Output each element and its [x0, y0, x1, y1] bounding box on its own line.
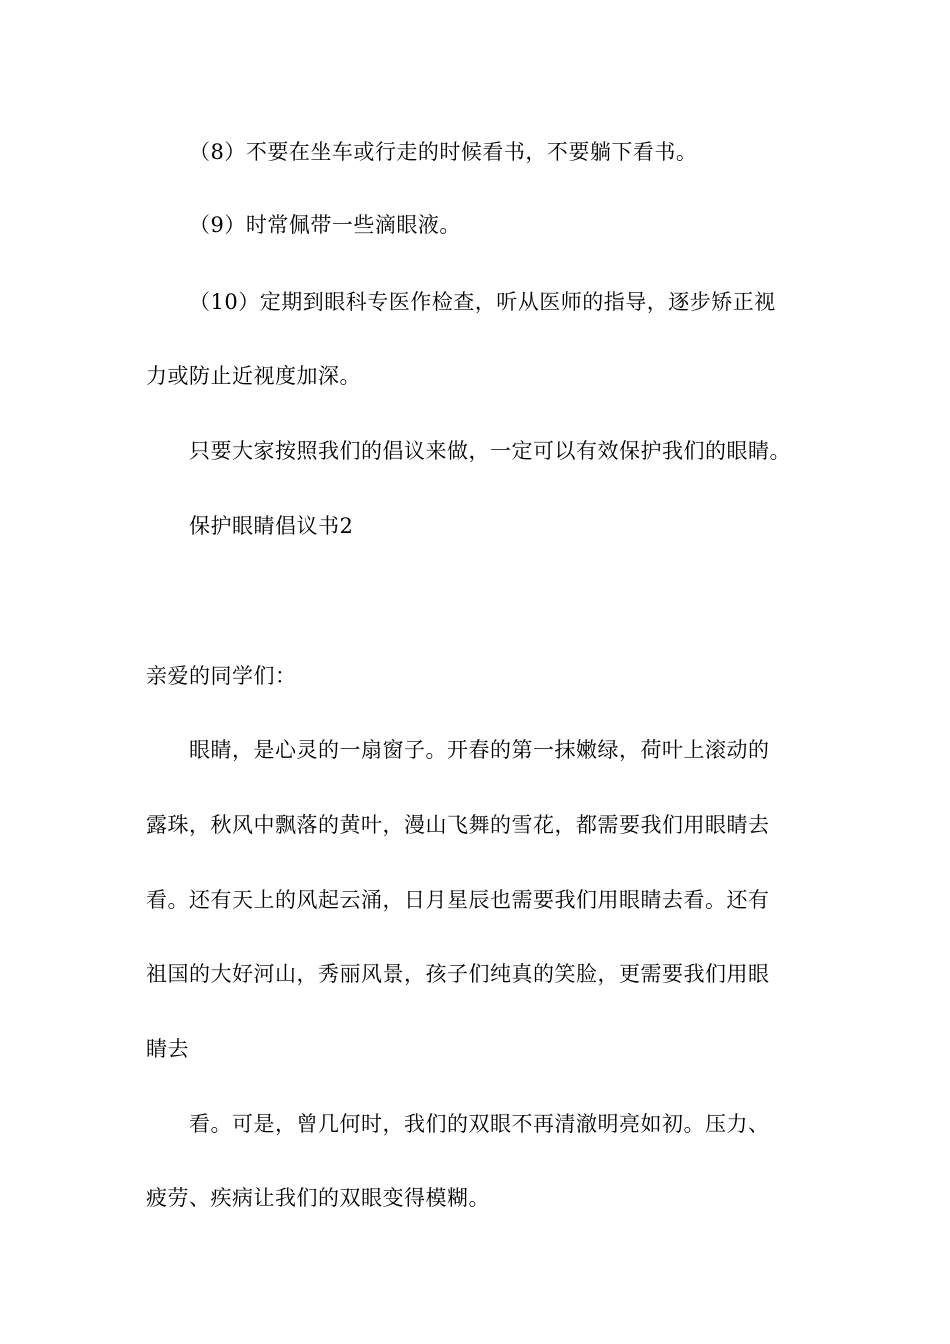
paragraph-line: 露珠，秋风中飘落的黄叶，漫山飞舞的雪花，都需要我们用眼睛去	[146, 813, 770, 837]
paragraph-line-conclusion: 只要大家按照我们的倡议来做，一定可以有效保护我们的眼睛。	[189, 439, 791, 463]
paragraph-line-item-8: （8）不要在坐车或行走的时候看书，不要躺下看书。	[189, 140, 698, 164]
paragraph-line-item-10: （10）定期到眼科专医作检查，听从医师的指导，逐步矫正视	[189, 290, 776, 314]
salutation: 亲爱的同学们：	[146, 664, 297, 688]
paragraph-line: 祖国的大好河山，秀丽风景，孩子们纯真的笑脸，更需要我们用眼	[146, 962, 770, 986]
paragraph-line: 疲劳、疾病让我们的双眼变得模糊。	[146, 1186, 490, 1210]
section-heading: 保护眼睛倡议书2	[189, 514, 354, 538]
paragraph-line: 睛去	[146, 1037, 189, 1061]
paragraph-line: 眼睛，是心灵的一扇窗子。开春的第一抹嫩绿，荷叶上滚动的	[189, 738, 770, 762]
paragraph-line-item-10-cont: 力或防止近视度加深。	[146, 364, 361, 388]
paragraph-line-item-9: （9）时常佩带一些滴眼液。	[189, 213, 461, 237]
paragraph-line: 看。还有天上的风起云涌，日月星辰也需要我们用眼睛去看。还有	[146, 888, 770, 912]
paragraph-line: 看。可是，曾几何时，我们的双眼不再清澈明亮如初。压力、	[189, 1112, 770, 1136]
